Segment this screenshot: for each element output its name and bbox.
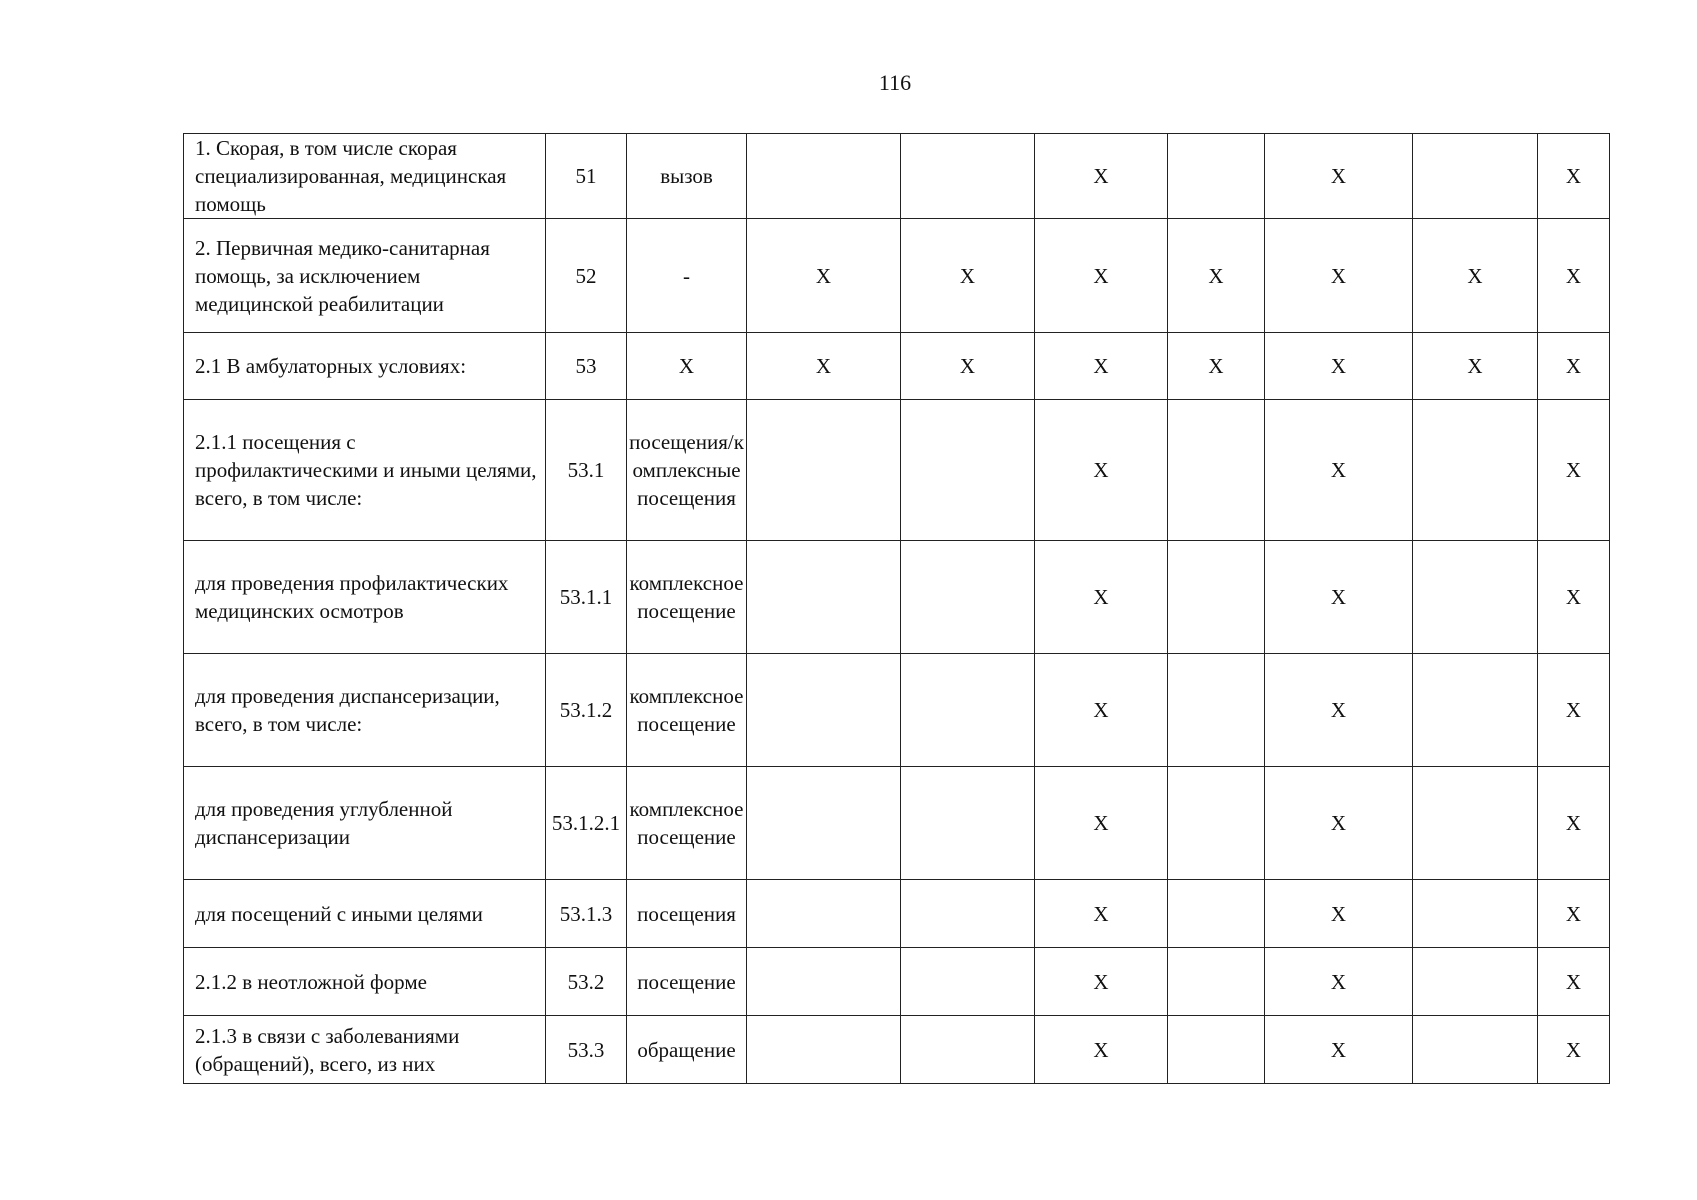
row-code-cell: 53.1.2.1: [546, 767, 627, 880]
table-row: [184, 1016, 1610, 1084]
value-cell: [747, 948, 901, 1016]
row-unit-cell: X: [627, 333, 747, 400]
value-cell: X: [747, 333, 901, 400]
table-row: [184, 333, 1610, 400]
value-cell: [901, 1016, 1035, 1084]
value-cell: X: [1035, 1016, 1168, 1084]
row-unit-cell: комплексное посещение: [627, 767, 747, 880]
row-unit-cell: посещения/комплексные посещения: [627, 400, 747, 541]
value-cell: [1413, 400, 1538, 541]
value-cell: X: [1538, 767, 1610, 880]
value-cell: [901, 880, 1035, 948]
table-row: [184, 654, 1610, 767]
value-cell: [1168, 767, 1265, 880]
value-cell: [1413, 880, 1538, 948]
row-name-cell: 2.1 В амбулаторных условиях:: [184, 333, 546, 400]
value-cell: [1168, 654, 1265, 767]
row-unit-cell: комплексное посещение: [627, 541, 747, 654]
value-cell: X: [1265, 333, 1413, 400]
value-cell: X: [1035, 541, 1168, 654]
value-cell: X: [1035, 400, 1168, 541]
value-cell: [747, 134, 901, 219]
row-code-cell: 53.3: [546, 1016, 627, 1084]
value-cell: [747, 654, 901, 767]
value-cell: [901, 767, 1035, 880]
value-cell: [1413, 767, 1538, 880]
value-cell: X: [1538, 541, 1610, 654]
row-name-cell: для проведения диспансеризации, всего, в том числе:: [184, 654, 546, 767]
value-cell: X: [1538, 400, 1610, 541]
value-cell: X: [1035, 333, 1168, 400]
value-cell: [901, 654, 1035, 767]
value-cell: X: [1538, 333, 1610, 400]
value-cell: X: [1035, 134, 1168, 219]
value-cell: X: [1035, 219, 1168, 333]
value-cell: X: [1265, 541, 1413, 654]
value-cell: X: [1035, 948, 1168, 1016]
row-name-cell: для посещений с иными целями: [184, 880, 546, 948]
row-name-cell: 1. Скорая, в том числе скорая специализированная, медицинская помощь: [184, 134, 546, 219]
value-cell: [1413, 948, 1538, 1016]
value-cell: [901, 541, 1035, 654]
value-cell: X: [1265, 219, 1413, 333]
row-name-cell: 2. Первичная медико-санитарная помощь, за исключением медицинской реабилитации: [184, 219, 546, 333]
value-cell: X: [1265, 400, 1413, 541]
table-row: [184, 219, 1610, 333]
row-code-cell: 52: [546, 219, 627, 333]
table-body: [184, 134, 1610, 1084]
table-row: [184, 400, 1610, 541]
value-cell: X: [747, 219, 901, 333]
value-cell: [1168, 948, 1265, 1016]
row-name-cell: для проведения углубленной диспансеризации: [184, 767, 546, 880]
table-row: [184, 880, 1610, 948]
value-cell: X: [1035, 880, 1168, 948]
value-cell: [1168, 134, 1265, 219]
value-cell: X: [1538, 219, 1610, 333]
row-code-cell: 51: [546, 134, 627, 219]
table-row: [184, 541, 1610, 654]
value-cell: X: [1538, 654, 1610, 767]
row-unit-cell: комплексное посещение: [627, 654, 747, 767]
row-code-cell: 53.1.3: [546, 880, 627, 948]
row-name-cell: 2.1.2 в неотложной форме: [184, 948, 546, 1016]
value-cell: X: [1538, 134, 1610, 219]
page-number: 116: [878, 70, 912, 95]
value-cell: X: [1538, 880, 1610, 948]
row-unit-cell: посещение: [627, 948, 747, 1016]
row-unit-cell: обращение: [627, 1016, 747, 1084]
table-row: [184, 948, 1610, 1016]
row-name-cell: 2.1.3 в связи с заболеваниями (обращений), всего, из них: [184, 1016, 546, 1084]
value-cell: X: [1035, 767, 1168, 880]
value-cell: [747, 880, 901, 948]
row-code-cell: 53.1.2: [546, 654, 627, 767]
value-cell: X: [1265, 134, 1413, 219]
value-cell: [747, 400, 901, 541]
row-code-cell: 53.1: [546, 400, 627, 541]
value-cell: [1413, 654, 1538, 767]
value-cell: [1168, 880, 1265, 948]
value-cell: [1168, 400, 1265, 541]
value-cell: X: [1168, 333, 1265, 400]
row-code-cell: 53.1.1: [546, 541, 627, 654]
value-cell: [1413, 541, 1538, 654]
value-cell: [901, 134, 1035, 219]
value-cell: X: [1035, 654, 1168, 767]
value-cell: X: [901, 219, 1035, 333]
value-cell: X: [1265, 1016, 1413, 1084]
value-cell: [1413, 134, 1538, 219]
value-cell: X: [1168, 219, 1265, 333]
value-cell: X: [1265, 948, 1413, 1016]
row-code-cell: 53: [546, 333, 627, 400]
value-cell: X: [1265, 880, 1413, 948]
table-row: [184, 134, 1610, 219]
row-name-cell: для проведения профилактических медицинских осмотров: [184, 541, 546, 654]
value-cell: [901, 400, 1035, 541]
value-cell: X: [1413, 219, 1538, 333]
row-code-cell: 53.2: [546, 948, 627, 1016]
value-cell: X: [1265, 767, 1413, 880]
row-unit-cell: вызов: [627, 134, 747, 219]
row-unit-cell: -: [627, 219, 747, 333]
value-cell: X: [1265, 654, 1413, 767]
table-row: [184, 767, 1610, 880]
value-cell: [747, 767, 901, 880]
row-name-cell: 2.1.1 посещения с профилактическими и иными целями, всего, в том числе:: [184, 400, 546, 541]
value-cell: X: [901, 333, 1035, 400]
data-table: [183, 133, 1610, 1084]
value-cell: X: [1538, 1016, 1610, 1084]
value-cell: [747, 541, 901, 654]
value-cell: [1168, 1016, 1265, 1084]
value-cell: [901, 948, 1035, 1016]
value-cell: X: [1413, 333, 1538, 400]
value-cell: X: [1538, 948, 1610, 1016]
value-cell: [1168, 541, 1265, 654]
value-cell: [1413, 1016, 1538, 1084]
row-unit-cell: посещения: [627, 880, 747, 948]
value-cell: [747, 1016, 901, 1084]
